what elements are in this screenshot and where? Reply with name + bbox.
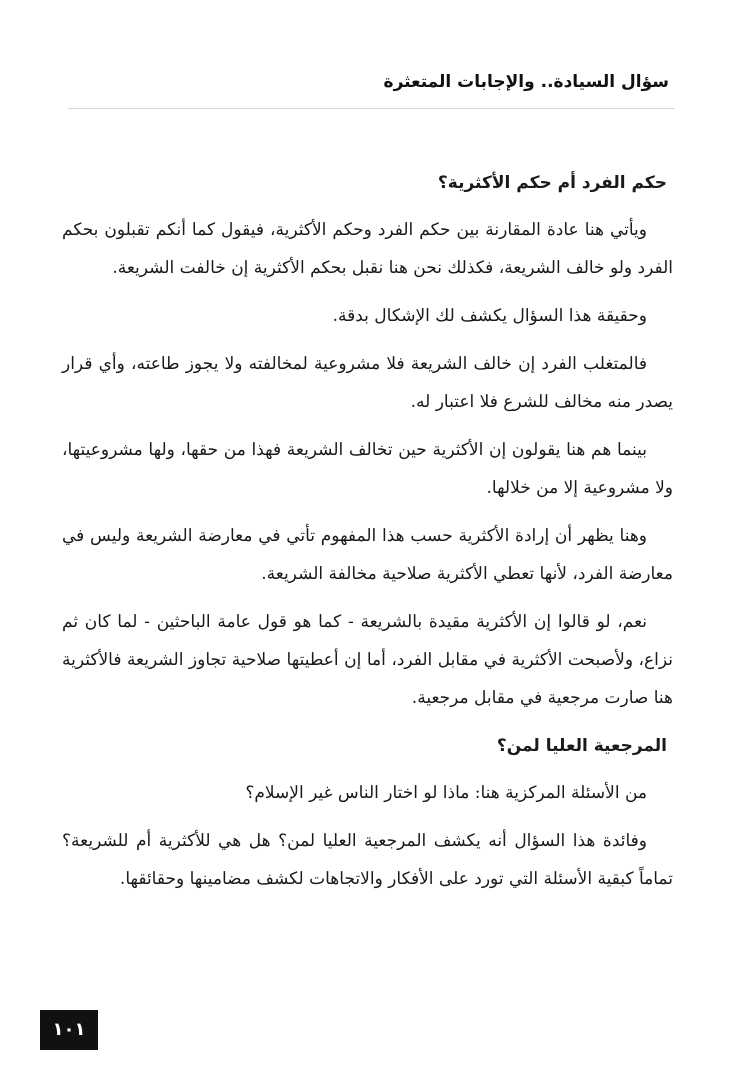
paragraph: وحقيقة هذا السؤال يكشف لك الإشكال بدقة. <box>332 306 647 326</box>
section-heading-individual-vs-majority: حكم الفرد أم حكم الأكثرية؟ <box>437 173 667 193</box>
body-text <box>62 164 673 908</box>
section-heading-supreme-authority: المرجعية العليا لمن؟ <box>496 736 667 756</box>
paragraph: من الأسئلة المركزية هنا: ماذا لو اختار الناس غير الإسلام؟ <box>245 783 647 803</box>
paragraph: نعم، لو قالوا إن الأكثرية مقيدة بالشريعة - كما هو قول عامة الباحثين - لما كان ثم نزاع، ولأصبحت الأكثرية في مقابل الفرد، أما إن أعطيتها صلاحية تجاوز الشريعة فالأكثرية هنا صارت مرجعية في مقابل مرجعية. <box>62 612 673 708</box>
paragraph: فالمتغلب الفرد إن خالف الشريعة فلا مشروعية لمخالفته ولا يجوز طاعته، وأي قرار يصدر منه مخالف للشرع فلا اعتبار له. <box>62 354 673 412</box>
paragraph: وهنا يظهر أن إرادة الأكثرية حسب هذا المفهوم تأتي في معارضة الشريعة وليس في معارضة الفرد، لأنها تعطي الأكثرية صلاحية مخالفة الشريعة. <box>62 526 673 584</box>
paragraph: ويأتي هنا عادة المقارنة بين حكم الفرد وحكم الأكثرية، فيقول كما أنكم تقبلون بحكم الفرد ولو خالف الشريعة، فكذلك نحن هنا نقبل بحكم الأكثرية إن خالفت الشريعة. <box>62 220 673 278</box>
header-divider <box>68 108 675 109</box>
page-number-badge: ١٠١ <box>40 1010 98 1050</box>
paragraph: وفائدة هذا السؤال أنه يكشف المرجعية العليا لمن؟ هل هي للأكثرية أم للشريعة؟ تماماً كبقية الأسئلة التي تورد على الأفكار والاتجاهات لكشف مضامينها وحقائقها. <box>62 831 673 889</box>
paragraph: بينما هم هنا يقولون إن الأكثرية حين تخالف الشريعة فهذا من حقها، ولها مشروعيتها، ولا مشروعية إلا من خلالها. <box>62 440 673 498</box>
running-header: سؤال السيادة.. والإجابات المتعثرة <box>383 72 669 92</box>
